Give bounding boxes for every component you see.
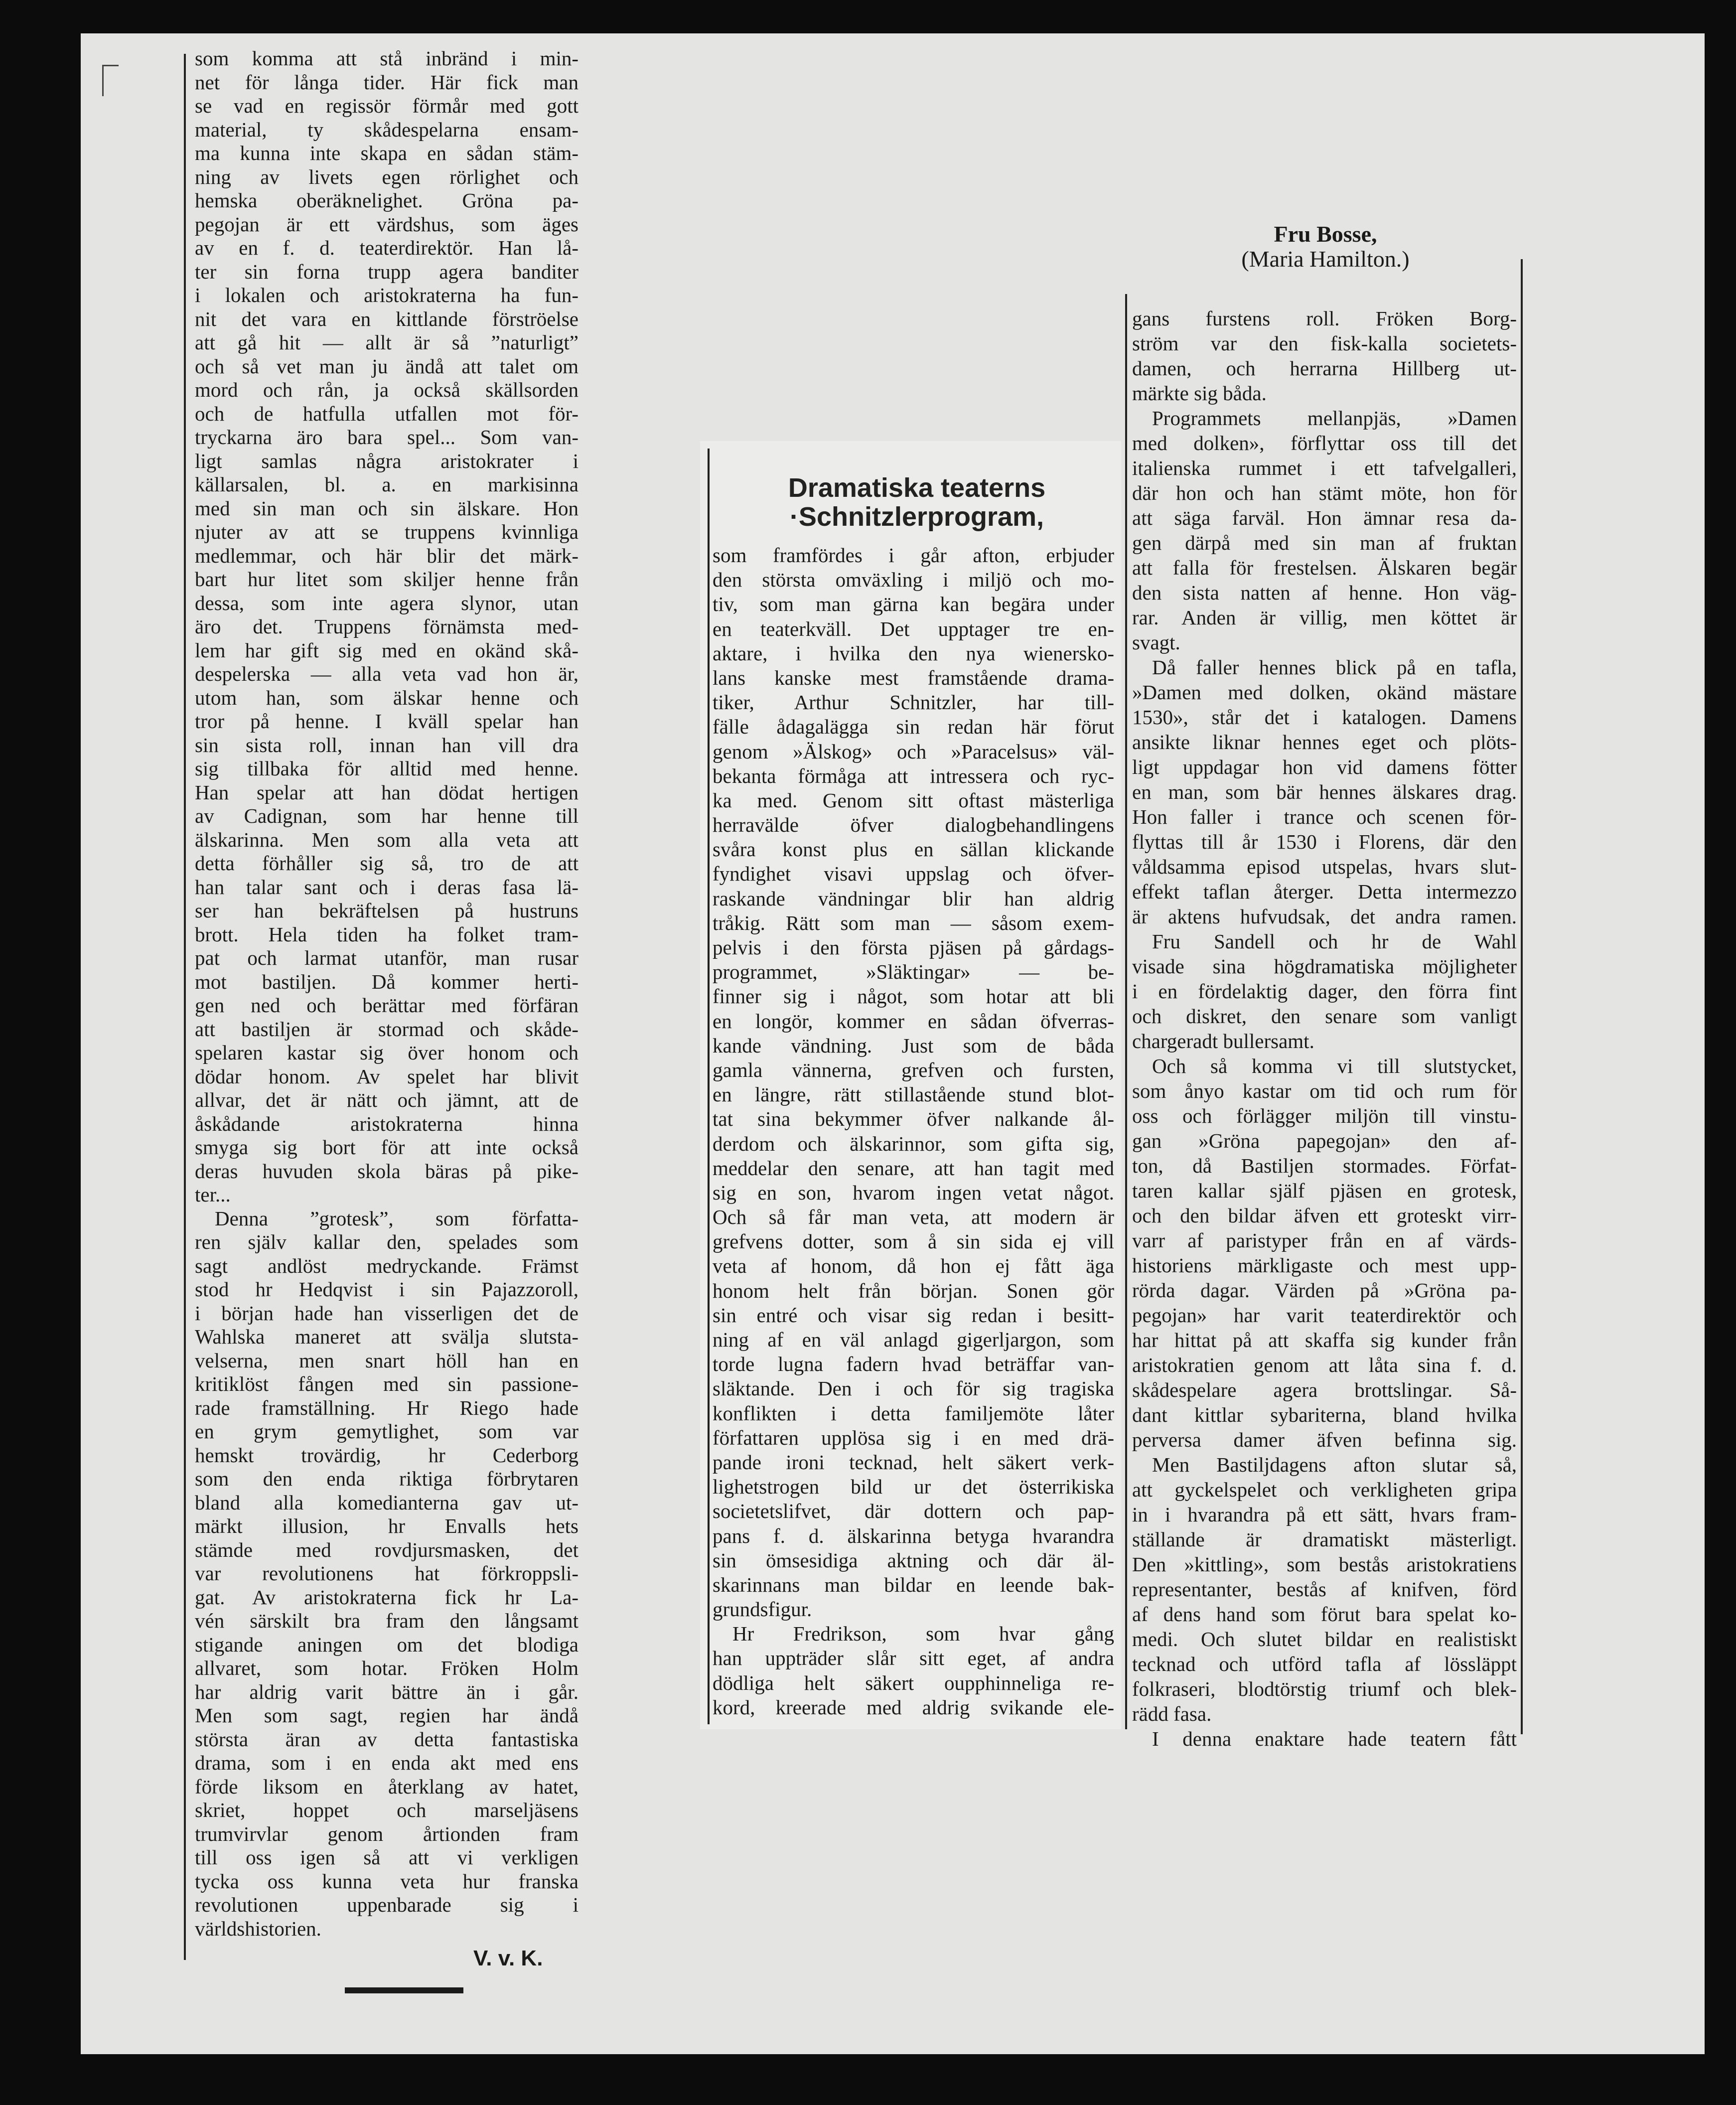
text-line: släktande. Den i och för sig tragiska: [713, 1377, 1114, 1400]
text-line: njuter av att se truppens kvinnliga: [195, 520, 579, 543]
text-line: och den bildar äfven ett groteskt virr-: [1132, 1204, 1517, 1227]
text-line: en längre, rätt stillastående stund blot-: [713, 1083, 1114, 1106]
text-line: programmet, »Släktingar» — be-: [713, 960, 1114, 984]
text-line: åskådande aristokraterna hinna: [195, 1112, 579, 1135]
text-line: material, ty skådespelarna ensam-: [195, 118, 579, 141]
text-line: i lokalen och aristokraterna ha fun-: [195, 284, 579, 306]
text-line: oss och förlägger miljön till vinstu-: [1132, 1104, 1517, 1127]
text-line: rar. Anden är villig, men köttet är: [1132, 606, 1517, 629]
text-line: visade sina högdramatiska möjligheter: [1132, 955, 1517, 978]
text-line: revolutionen uppenbarade sig i: [195, 1893, 579, 1916]
text-line: en longör, kommer en sådan öfverras-: [713, 1009, 1114, 1033]
text-line: en man, som bär hennes älskares drag.: [1132, 780, 1517, 803]
text-line: skarinnans man bildar en leende bak-: [713, 1573, 1114, 1596]
text-line: spelaren kastar sig över honom och: [195, 1041, 579, 1064]
text-line: tiv, som man gärna kan begära under: [713, 593, 1114, 616]
text-line: pans f. d. älskarinna betyga hvarandra: [713, 1524, 1114, 1547]
text-line: ka med. Genom sitt oftast mästerliga: [713, 788, 1114, 812]
text-line: torde lugna fadern hvad beträffar van-: [713, 1353, 1114, 1376]
text-line: älskarinna. Men som alla veta att: [195, 828, 579, 851]
text-line: i en fördelaktig dager, den förra fint: [1132, 980, 1517, 1003]
text-line: tycka oss kunna veta hur franska: [195, 1869, 579, 1893]
author-signature: V. v. K.: [473, 1946, 543, 1970]
text-line: drama, som i en enda akt med ens: [195, 1751, 579, 1774]
text-line: sig tillbaka för alltid med henne.: [195, 757, 579, 780]
text-line: varr af paristyper från en af värds-: [1132, 1229, 1517, 1252]
text-line: rädd fasa.: [1132, 1702, 1212, 1725]
photo-caption-name: Fru Bosse,: [1274, 221, 1377, 247]
text-line: lans kanske mest framstående drama-: [713, 666, 1114, 689]
text-line: Hon faller i trance och scenen för-: [1132, 805, 1517, 828]
text-line: dödar honom. Av spelet har blivit: [195, 1064, 579, 1088]
text-line: smyga sig bort för att inte också: [195, 1136, 579, 1159]
text-line: den största omväxling i miljö och mo-: [713, 568, 1114, 592]
text-line: Wahlska maneret att svälja slutsta-: [195, 1325, 579, 1348]
text-line: ställande är dramatiskt mästerligt.: [1132, 1528, 1517, 1551]
text-line: den sista natten af henne. Hon väg-: [1132, 581, 1517, 604]
text-line: svåra konst plus en sällan klickande: [713, 838, 1114, 861]
text-line: aristokratien genom att låta sina f. d.: [1132, 1353, 1517, 1376]
text-line: taren kallar själf pjäsen en grotesk,: [1132, 1179, 1517, 1202]
text-line: allvaret, som hotar. Fröken Holm: [195, 1656, 579, 1679]
text-line: representanter, bestås af knifven, förd: [1132, 1578, 1517, 1601]
text-line: tecknad och utförd tafla af lössläppt: [1132, 1653, 1517, 1675]
column-rule-right-outer: [1521, 259, 1523, 1734]
text-line: tiker, Arthur Schnitzler, har till-: [713, 691, 1114, 714]
text-line: har aldrig varit bättre än i går.: [195, 1680, 579, 1703]
text-line: Den »kittling», som bestås aristokratiens: [1132, 1553, 1517, 1576]
text-line: gans furstens roll. Fröken Borg-: [1132, 307, 1517, 330]
right-article-body: [1132, 306, 1517, 1751]
text-line: genom »Älskog» och »Paracelsus» väl-: [713, 740, 1114, 763]
text-line: deras huvuden skola bäras på pike-: [195, 1159, 579, 1183]
text-line: kritiklöst fången med sin passione-: [195, 1372, 579, 1395]
text-line: hemskt trovärdig, hr Cederborg: [195, 1443, 579, 1467]
text-line: Denna ”grotesk”, som författa-: [215, 1206, 579, 1230]
text-line: dant kittlar sybariterna, bland hvilka: [1132, 1403, 1517, 1426]
text-line: en grym gemytlighet, som var: [195, 1420, 579, 1443]
text-line: konflikten i detta familjemöte låter: [713, 1401, 1114, 1425]
text-line: Och så komma vi till slutstycket,: [1152, 1054, 1517, 1077]
text-line: ton, då Bastiljen stormades. Förfat-: [1132, 1154, 1517, 1177]
end-of-article-bar: [345, 1987, 463, 1993]
text-line: folkraseri, blodtörstig triumf och blek-: [1132, 1677, 1517, 1700]
text-line: har hittat på att skaffa sig kunder från: [1132, 1329, 1517, 1352]
text-line: och diskret, den senare som vanligt: [1132, 1005, 1517, 1028]
text-line: gat. Av aristokraterna fick hr La-: [195, 1585, 579, 1609]
text-line: effekt taflan återger. Detta intermezzo: [1132, 880, 1517, 903]
text-line: grundsfigur.: [713, 1598, 812, 1621]
text-line: att gå hit — allt är så ”naturligt”: [195, 331, 579, 354]
text-line: sagt andlöst medryckande. Främst: [195, 1254, 579, 1277]
text-line: pegojan» har varit teaterdirektör och: [1132, 1304, 1517, 1327]
text-line: av Cadignan, som har henne till: [195, 804, 579, 827]
text-line: författaren upplösa sig i en med drä-: [713, 1426, 1114, 1449]
text-line: att bastiljen är stormad och skåde-: [195, 1017, 579, 1041]
text-line: nit det vara en kittlande förströelse: [195, 307, 579, 330]
text-line: svagt.: [1132, 631, 1180, 654]
crop-mark: [102, 65, 119, 96]
text-line: skådespelare agera brottslingar. Så-: [1132, 1378, 1517, 1401]
middle-article-body: [713, 543, 1114, 1720]
text-line: av en f. d. teaterdirektör. Han lå-: [195, 236, 579, 259]
text-line: chargeradt bullersamt.: [1132, 1030, 1314, 1052]
text-line: Men Bastiljdagens afton slutar så,: [1152, 1453, 1517, 1476]
text-line: våldsamma episod utspelas, hvars slut-: [1132, 855, 1517, 878]
text-line: grefvens dotter, som å sin sida ej vill: [713, 1230, 1114, 1253]
text-line: perversa damer äfven befinna sig.: [1132, 1428, 1517, 1451]
text-line: han uppträder slår sitt eget, af andra: [713, 1647, 1114, 1670]
text-line: I denna enaktare hade teatern fått: [1152, 1727, 1517, 1750]
text-line: raskande vändningar blir han aldrig: [713, 887, 1114, 910]
text-line: honom helt från början. Sonen gör: [713, 1279, 1114, 1302]
text-line: bart hur litet som skiljer henne från: [195, 568, 579, 591]
text-line: flyttas till år 1530 i Florens, där den: [1132, 830, 1517, 853]
text-line: tryckarna äro bara spel... Som van-: [195, 426, 579, 449]
text-line: ter...: [195, 1183, 231, 1206]
text-line: gan »Gröna papegojan» den af-: [1132, 1129, 1517, 1152]
text-line: och så vet man ju ändå att talet om: [195, 354, 579, 378]
text-line: ser han bekräftelsen på hustruns: [195, 899, 579, 922]
text-line: Hr Fredrikson, som hvar gång: [732, 1622, 1114, 1646]
text-line: Men som sagt, regien har ändå: [195, 1704, 579, 1727]
text-line: att falla för frestelsen. Älskaren begär: [1132, 556, 1517, 579]
column-rule-middle: [708, 449, 710, 1724]
headline-line-1: Dramatiska teaterns: [788, 473, 1046, 503]
text-line: trumvirvlar genom årtionden fram: [195, 1822, 579, 1845]
text-line: märkte sig båda.: [1132, 382, 1267, 405]
headline-line-2: ·Schnitzlerprogram,: [789, 502, 1044, 532]
text-line: Programmets mellanpjäs, »Damen: [1152, 407, 1517, 430]
text-line: detta förhåller sig så, tro de att: [195, 852, 579, 875]
text-line: mord och rån, ja också skällsorden: [195, 378, 579, 401]
text-line: dessa, som inte agera slynor, utan: [195, 591, 579, 614]
text-line: ter sin forna trupp agera banditer: [195, 260, 579, 283]
text-line: Han spelar att han dödat hertigen: [195, 780, 579, 804]
text-line: sin sista roll, innan han vill dra: [195, 733, 579, 756]
text-line: där hon och han stämt möte, hon för: [1132, 481, 1517, 504]
text-line: vén särskilt bra fram den långsamt: [195, 1609, 579, 1632]
column-rule-right-inner: [1125, 294, 1127, 1729]
text-line: en teaterkväll. Det upptager tre en-: [713, 617, 1114, 640]
text-line: aktare, i hvilka den nya wienersko-: [713, 641, 1114, 665]
text-line: som komma att stå inbränd i min-: [195, 47, 579, 70]
text-line: medlemmar, och här blir det märk-: [195, 544, 579, 567]
text-line: kord, kreerade med aldrig svikande ele-: [713, 1695, 1114, 1719]
text-line: lighetstrogen bild ur det österrikiska: [713, 1475, 1114, 1499]
text-line: lem har gift sig med en okänd skå-: [195, 638, 579, 662]
text-line: allvar, det är nätt och jämnt, att de: [195, 1088, 579, 1111]
text-line: källarsalen, bl. a. en markisinna: [195, 473, 579, 496]
text-line: fyndighet visavi uppslag och öfver-: [713, 862, 1114, 886]
text-line: i början hade han visserligen det de: [195, 1301, 579, 1325]
text-line: finner sig i något, som hotar att bli: [713, 985, 1114, 1008]
text-line: ren själv kallar den, spelades som: [195, 1230, 579, 1253]
text-line: ligt uppdagar hon vid damens fötter: [1132, 755, 1517, 778]
text-line: som den enda riktiga förbrytaren: [195, 1467, 579, 1490]
text-line: att säga farväl. Hon ämnar resa da-: [1132, 506, 1517, 529]
text-line: brott. Hela tiden ha folket tram-: [195, 922, 579, 946]
text-line: ström var den fisk-kalla societets-: [1132, 332, 1517, 355]
text-line: rörda dagar. Värden på »Gröna pa-: [1132, 1279, 1517, 1302]
text-line: meddelar den senare, att han tagit med: [713, 1156, 1114, 1180]
text-line: italienska rummet i ett tafvelgalleri,: [1132, 456, 1517, 479]
left-article-body: [195, 47, 579, 1941]
text-line: stämde med rovdjursmasken, det: [195, 1538, 579, 1561]
text-line: »Damen med dolken, okänd mästare: [1132, 681, 1517, 704]
text-line: äro det. Truppens förnämsta med-: [195, 615, 579, 638]
text-line: stod hr Hedqvist i sin Pajazzoroll,: [195, 1278, 579, 1301]
text-line: gen därpå med sin man af fruktan: [1132, 531, 1517, 554]
text-line: till oss igen så att vi verkligen: [195, 1846, 579, 1869]
text-line: rade framställning. Hr Riego hade: [195, 1396, 579, 1419]
text-line: Då faller hennes blick på en tafla,: [1152, 656, 1517, 679]
text-line: veta af honom, då hon ej fått äga: [713, 1254, 1114, 1278]
text-line: Och så får man veta, att modern är: [713, 1205, 1114, 1229]
text-line: pat och larmat utanför, man rusar: [195, 946, 579, 969]
text-line: pande ironi tecknad, helt säkert verk-: [713, 1450, 1114, 1474]
text-line: mot bastiljen. Då kommer herti-: [195, 970, 579, 993]
text-line: sin entré och visar sig redan i besitt-: [713, 1303, 1114, 1327]
text-line: förde liksom en återklang av hatet,: [195, 1775, 579, 1798]
text-line: världshistorien.: [195, 1917, 321, 1940]
text-line: med sin man och sin älskare. Hon: [195, 496, 579, 520]
text-line: af dens hand som förut bara spelat ko-: [1132, 1603, 1517, 1626]
text-line: herravälde öfver dialogbehandlingens: [713, 813, 1114, 837]
text-line: gen ned och berättar med förfäran: [195, 994, 579, 1017]
text-line: ning av livets egen rörlighet och: [195, 165, 579, 188]
text-line: som ånyo kastar om tid och rum för: [1132, 1079, 1517, 1102]
text-line: dödliga helt säkert oupphinneliga re-: [713, 1671, 1114, 1694]
text-line: Fru Sandell och hr de Wahl: [1152, 930, 1517, 953]
text-line: med dolken», förflyttar oss till det: [1132, 432, 1517, 454]
text-line: han talar sant och i deras fasa lä-: [195, 875, 579, 899]
text-line: bekanta förmåga att intressera och ryc-: [713, 764, 1114, 787]
text-line: 1530», står det i katalogen. Damens: [1132, 706, 1517, 729]
text-line: kande vändning. Just som de båda: [713, 1034, 1114, 1057]
text-line: se vad en regissör förmår med gott: [195, 94, 579, 117]
text-line: tat sina bekymmer öfver nalkande ål-: [713, 1107, 1114, 1131]
text-line: var revolutionens hat förkroppsli-: [195, 1562, 579, 1585]
text-line: derdom och älskarinnor, som gifta sig,: [713, 1132, 1114, 1155]
text-line: damen, och herrarna Hillberg ut-: [1132, 357, 1517, 380]
text-line: sig en son, hvarom ingen vetat något.: [713, 1181, 1114, 1204]
text-line: ma kunna inte skapa en sådan stäm-: [195, 142, 579, 164]
text-line: in i hvarandra på ett sätt, hvars fram-: [1132, 1503, 1517, 1526]
text-line: fälle ådagalägga sin redan här förut: [713, 715, 1114, 739]
text-line: som framfördes i går afton, erbjuder: [713, 544, 1114, 567]
text-line: despelerska — alla veta vad hon är,: [195, 662, 579, 685]
text-line: största äran av detta fantastiska: [195, 1727, 579, 1751]
text-line: pelvis i den första pjäsen på gårdags-: [713, 936, 1114, 959]
text-line: medi. Och slutet bildar en realistiskt: [1132, 1628, 1517, 1651]
text-line: skriet, hoppet och marseljäsens: [195, 1799, 579, 1821]
text-line: pegojan är ett värdshus, som äges: [195, 212, 579, 236]
text-line: hemska oberäknelighet. Gröna pa-: [195, 189, 579, 212]
text-line: tror på henne. I kväll spelar han: [195, 710, 579, 733]
text-line: att gyckelspelet och verkligheten gripa: [1132, 1478, 1517, 1501]
text-line: ansikte liknar hennes eget och plöts-: [1132, 731, 1517, 753]
text-line: bland alla komedianterna gav ut-: [195, 1491, 579, 1514]
text-line: ning af en väl anlagd gigerljargon, som: [713, 1328, 1114, 1351]
text-line: är aktens hufvudsak, det andra ramen.: [1132, 905, 1517, 928]
photo-caption-maiden-name: (Maria Hamilton.): [1241, 246, 1410, 272]
text-line: tråkig. Rätt som man — såsom exem-: [713, 911, 1114, 934]
text-line: utom han, som älskar henne och: [195, 686, 579, 709]
text-line: ligt samlas några aristokrater i: [195, 449, 579, 472]
text-line: societetslifvet, där dottern och pap-: [713, 1500, 1114, 1523]
text-line: stigande aningen om det blodiga: [195, 1633, 579, 1656]
text-line: och de hatfulla utfallen mot för-: [195, 402, 579, 425]
text-line: sin ömsesidiga aktning och där äl-: [713, 1548, 1114, 1572]
text-line: velserna, men snart höll han en: [195, 1349, 579, 1372]
text-line: gamla vännerna, grefven och fursten,: [713, 1058, 1114, 1081]
text-line: märkt illusion, hr Envalls hets: [195, 1514, 579, 1537]
column-rule-left: [184, 54, 186, 1960]
text-line: historiens märkligaste och mest upp-: [1132, 1254, 1517, 1277]
text-line: net för långa tider. Här fick man: [195, 70, 579, 94]
